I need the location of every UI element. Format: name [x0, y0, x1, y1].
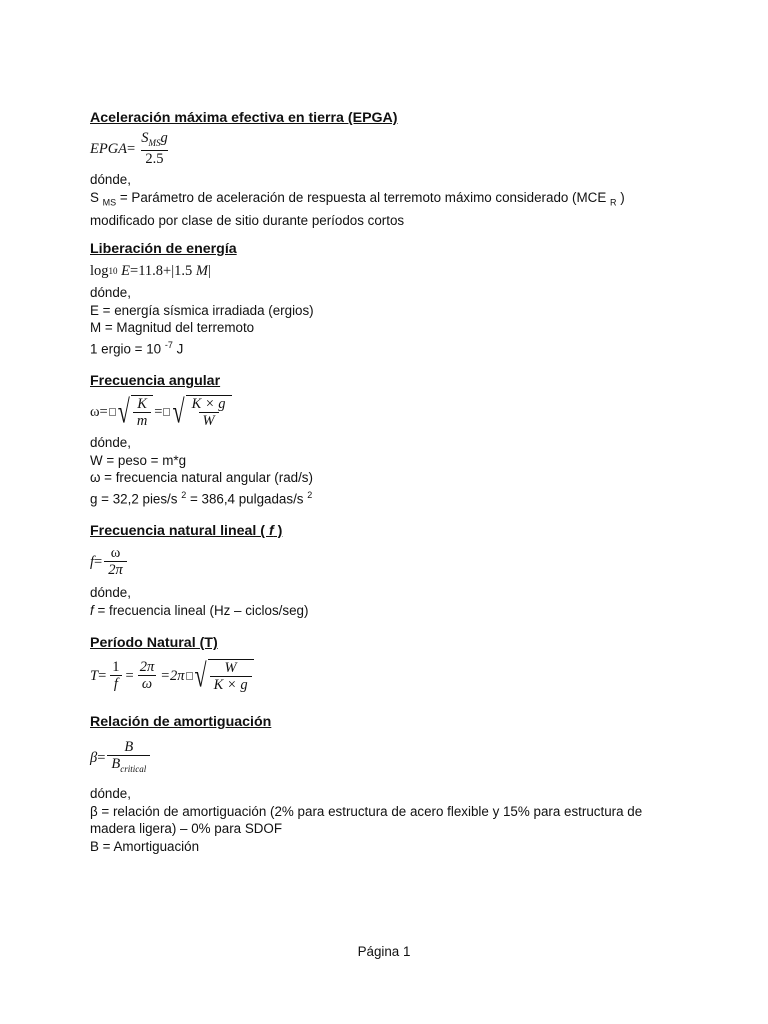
placeholder-box-icon: [109, 408, 116, 416]
radical: √ $\frac{W}{K \times g}$: [195, 659, 254, 694]
placeholder-box-icon: [163, 408, 170, 416]
donde-text: dónde,: [90, 285, 131, 300]
section-periodo: [90, 634, 690, 700]
fraction: $\frac{S_{MS}g}{2.5}$: [141, 129, 168, 168]
definition-sms: S $_{MS}$ = Parámetro de aceleración de respuesta al terremoto máximo considerado (MCE $_R$ ): [90, 189, 625, 208]
section-title: Período Natural (T): [90, 635, 218, 651]
definition-f: f = frecuencia lineal (Hz – ciclos/seg): [90, 602, 309, 618]
angular-equation: ω = √ $\frac{K}{m}$ = √ $\frac{K \times g}{W}$: [90, 390, 690, 434]
donde-text: dónde,: [90, 172, 131, 187]
section-epga: [90, 109, 690, 229]
donde-text: dónde,: [90, 786, 131, 801]
definition-ergio: 1 ergio = 10 $^{-7}$ J: [90, 339, 184, 356]
definition-g: g = 32,2 pies/s $^2$ = 386,4 pulgadas/s $^2$: [90, 489, 313, 506]
periodo-equation: T = $\frac{1}{f}$ = $\frac{2\pi}{\omega}$ =2π √ $\frac{W}{K \times g}$: [90, 652, 690, 700]
section-energia: [90, 240, 690, 357]
definition-beta: β = relación de amortiguación (2% para estructura de acero flexible y 15% para estructura de madera ligera) – 0% para SDOF: [90, 803, 643, 836]
amort-equation: β = $\frac{B}{B_{critical}}$: [90, 731, 690, 785]
definition-e: E = energía sísmica irradiada (ergios): [90, 302, 314, 318]
lineal-equation: f = $\frac{\omega}{2\pi}$: [90, 540, 690, 584]
donde-text: dónde,: [90, 585, 131, 600]
definition-omega: ω = frecuencia natural angular (rad/s): [90, 470, 313, 485]
section-frecuencia-lineal: [90, 522, 690, 619]
epga-equation: EPGA = $\frac{S_{MS}g}{2.5}$: [90, 127, 690, 171]
section-title: Relación de amortiguación: [90, 714, 272, 730]
section-title: Aceleración máxima efectiva en tierra (EPGA): [90, 110, 398, 126]
definition-m: M = Magnitud del terremoto: [90, 320, 255, 335]
radical: √ $\frac{K \times g}{W}$: [172, 395, 231, 430]
radical: √ $\frac{K}{m}$: [118, 395, 154, 430]
section-title: Frecuencia angular: [90, 373, 221, 389]
definition-w: W = peso = m*g: [90, 452, 187, 468]
energy-equation: log 10 E =11.8+ | 1.5 M |: [90, 262, 211, 279]
definition-sms-cont: modificado por clase de sitio durante períodos cortos: [90, 212, 405, 228]
section-title: Liberación de energía: [90, 241, 237, 257]
definition-b: B = Amortiguación: [90, 838, 200, 854]
placeholder-box-icon: [186, 672, 193, 680]
donde-text: dónde,: [90, 435, 131, 450]
section-amortiguacion: [90, 713, 690, 855]
section-title: Frecuencia natural lineal ( f ): [90, 523, 283, 539]
page-number: Página 1: [357, 944, 411, 959]
section-frecuencia-angular: [90, 372, 690, 507]
